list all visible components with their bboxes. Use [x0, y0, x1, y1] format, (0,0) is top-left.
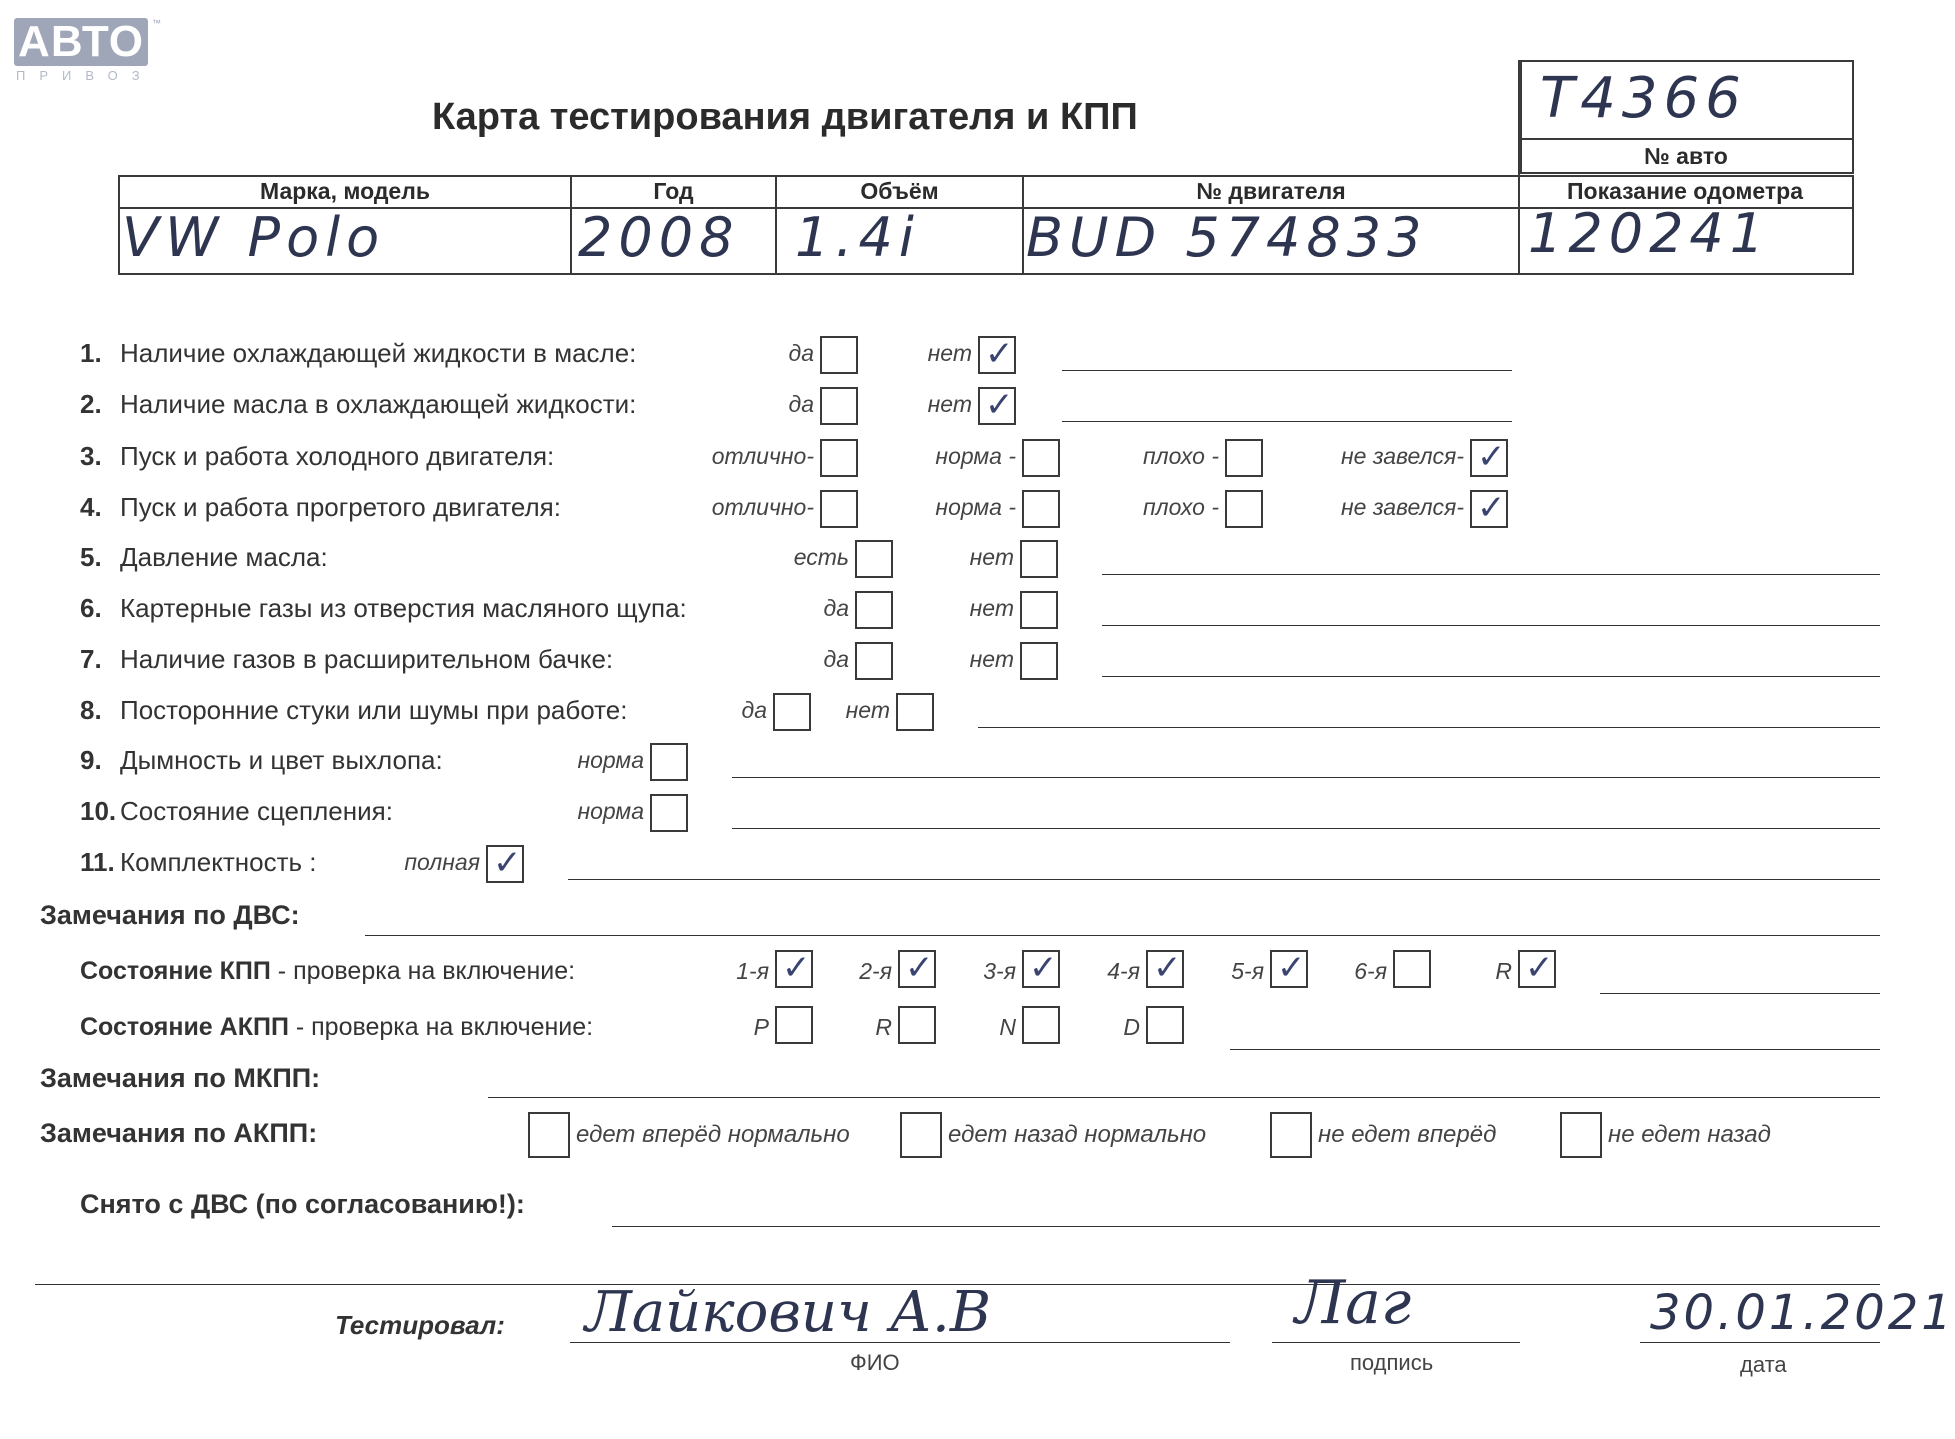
logo	[14, 18, 164, 84]
row-text: Состояние сцепления:	[120, 796, 393, 826]
checklist-row-label	[80, 593, 687, 624]
mode-checkbox[interactable]	[775, 1006, 813, 1044]
row-text: Посторонние стуки или шумы при работе:	[120, 695, 628, 725]
notes-line[interactable]	[1102, 676, 1880, 677]
tester-name-value: Лайкович А.В	[585, 1280, 991, 1345]
notes-line[interactable]	[1062, 421, 1512, 422]
option-label: не завелся-	[1340, 443, 1464, 469]
notes-line[interactable]	[1102, 574, 1880, 575]
option-checkbox[interactable]	[1020, 591, 1058, 629]
option-label: нет	[969, 595, 1014, 621]
option-label: да	[823, 595, 849, 621]
row-number: 3.	[80, 441, 102, 471]
row-text: Пуск и работа холодного двигателя:	[120, 441, 555, 471]
option-checkbox[interactable]	[855, 591, 893, 629]
date-caption: дата	[1740, 1352, 1787, 1377]
remarks-manual-line[interactable]	[488, 1097, 1880, 1098]
option-checkbox[interactable]	[1022, 490, 1060, 528]
row-text: Наличие охлаждающей жидкости в масле:	[120, 338, 637, 368]
option-label: норма	[577, 798, 644, 824]
row-number: 2.	[80, 389, 102, 419]
logo-tm: ™	[152, 18, 161, 28]
option-checkbox[interactable]	[773, 693, 811, 731]
auto-remark-checkbox[interactable]	[1560, 1112, 1602, 1158]
gear-label: 3-я	[983, 958, 1016, 984]
option-label: норма	[577, 747, 644, 773]
option-label: плохо -	[1143, 443, 1219, 469]
option-label: отлично-	[711, 443, 814, 469]
gear-checkbox[interactable]	[898, 950, 936, 988]
option-checkbox[interactable]	[486, 845, 524, 883]
option-label: плохо -	[1143, 494, 1219, 520]
odometer-value: 120241	[1528, 202, 1771, 265]
mode-checkbox[interactable]	[1146, 1006, 1184, 1044]
signature-line[interactable]	[1272, 1342, 1520, 1343]
row-text: Наличие газов в расширительном бачке:	[120, 644, 614, 674]
gear-label: 4-я	[1107, 958, 1140, 984]
check-mark-icon: ✓	[1477, 488, 1506, 528]
gear-checkbox[interactable]	[775, 950, 813, 988]
notes-line[interactable]	[1062, 370, 1512, 371]
checklist-row-label	[80, 745, 443, 776]
option-checkbox[interactable]	[978, 336, 1016, 374]
date-line[interactable]	[1640, 1342, 1880, 1343]
option-checkbox[interactable]	[1225, 439, 1263, 477]
name-line[interactable]	[570, 1342, 1230, 1343]
auto-remark-label: не едет назад	[1608, 1121, 1771, 1148]
col-header-volume: Объём	[860, 178, 939, 204]
make-model-value: VW Polo	[122, 206, 386, 269]
mode-label: R	[875, 1014, 892, 1040]
engine-no-value: BUD 574833	[1026, 206, 1428, 269]
gear-label: 1-я	[736, 958, 769, 984]
checklist-row-label	[80, 441, 554, 472]
row-number: 10.	[80, 796, 117, 826]
check-mark-icon: ✓	[1029, 948, 1058, 988]
option-label: полная	[404, 849, 480, 875]
gear-label: 5-я	[1231, 958, 1264, 984]
auto-remark-checkbox[interactable]	[900, 1112, 942, 1158]
notes-line[interactable]	[1102, 625, 1880, 626]
row-text: Картерные газы из отверстия масляного щупа:	[120, 593, 687, 623]
check-mark-icon: ✓	[1277, 948, 1306, 988]
option-label: не завелся-	[1340, 494, 1464, 520]
checklist-row-label	[80, 644, 613, 675]
check-mark-icon: ✓	[493, 843, 522, 883]
gear-label: R	[1495, 958, 1512, 984]
option-label: нет	[927, 391, 972, 417]
option-checkbox[interactable]	[820, 490, 858, 528]
check-mark-icon: ✓	[1525, 948, 1554, 988]
checklist-row-label	[80, 338, 636, 369]
auto-gearbox-line[interactable]	[1230, 1049, 1880, 1050]
col-header-make-model: Марка, модель	[260, 178, 430, 204]
check-mark-icon: ✓	[985, 334, 1014, 374]
remarks-manual-label: Замечания по МКПП:	[40, 1063, 321, 1093]
option-checkbox[interactable]	[820, 336, 858, 374]
auto-remark-checkbox[interactable]	[528, 1112, 570, 1158]
auto-gearbox-label	[80, 1013, 593, 1042]
car-number-value: T4366	[1540, 66, 1747, 131]
check-mark-icon: ✓	[782, 948, 811, 988]
row-number: 11.	[80, 847, 115, 877]
option-checkbox[interactable]	[820, 439, 858, 477]
check-mark-icon: ✓	[1153, 948, 1182, 988]
logo-text: АВТО	[14, 18, 148, 66]
notes-line[interactable]	[978, 727, 1880, 728]
notes-line[interactable]	[568, 879, 1880, 880]
row-text: Дымность и цвет выхлопа:	[120, 745, 443, 775]
row-text: Пуск и работа прогретого двигателя:	[120, 492, 561, 522]
year-value: 2008	[578, 206, 740, 269]
col-header-year: Год	[653, 178, 694, 204]
check-mark-icon: ✓	[1477, 437, 1506, 477]
option-label: норма -	[935, 443, 1016, 469]
mode-checkbox[interactable]	[898, 1006, 936, 1044]
row-number: 6.	[80, 593, 102, 623]
remarks-engine-label: Замечания по ДВС:	[40, 900, 300, 930]
manual-gearbox-line[interactable]	[1600, 993, 1880, 994]
checklist-row-label	[80, 847, 317, 878]
option-checkbox[interactable]	[855, 540, 893, 578]
option-checkbox[interactable]	[820, 387, 858, 425]
auto-gearbox-label-bold: Состояние АКПП	[80, 1013, 289, 1041]
option-label: да	[788, 340, 814, 366]
row-number: 9.	[80, 745, 102, 775]
auto-remark-label: не едет вперёд	[1318, 1121, 1497, 1148]
auto-remark-label: едет вперёд нормально	[576, 1121, 850, 1148]
option-checkbox[interactable]	[1225, 490, 1263, 528]
page-title: Карта тестирования двигателя и КПП	[432, 96, 1138, 138]
option-label: да	[823, 646, 849, 672]
row-text: Давление масла:	[120, 542, 328, 572]
removed-label	[80, 1189, 525, 1220]
divider	[1520, 138, 1852, 140]
row-number: 4.	[80, 492, 102, 522]
volume-value: 1.4i	[795, 206, 920, 269]
car-number-label: № авто	[1644, 143, 1728, 169]
mode-label: N	[999, 1014, 1016, 1040]
option-label: норма -	[935, 494, 1016, 520]
signature-caption: подпись	[1350, 1350, 1434, 1375]
option-label: нет	[927, 340, 972, 366]
auto-remark-label: едет назад нормально	[948, 1121, 1207, 1148]
row-number: 8.	[80, 695, 102, 725]
gear-label: 2-я	[859, 958, 892, 984]
mode-checkbox[interactable]	[1022, 1006, 1060, 1044]
col-header-odometer: Показание одометра	[1567, 178, 1803, 204]
mode-label: P	[753, 1014, 769, 1040]
date-value: 30.01.2021	[1650, 1285, 1955, 1341]
col-divider	[1518, 60, 1520, 273]
col-header-engine-no: № двигателя	[1196, 178, 1346, 204]
mode-label: D	[1123, 1014, 1140, 1040]
gear-checkbox[interactable]	[1518, 950, 1556, 988]
checklist-row-label	[80, 542, 328, 573]
option-label: нет	[969, 544, 1014, 570]
row-text: Наличие масла в охлаждающей жидкости:	[120, 389, 637, 419]
manual-gearbox-label	[80, 957, 575, 986]
option-checkbox[interactable]	[1022, 439, 1060, 477]
gear-checkbox[interactable]	[1022, 950, 1060, 988]
checklist-row-label	[80, 695, 627, 726]
option-label: да	[741, 697, 767, 723]
gear-checkbox[interactable]	[1270, 950, 1308, 988]
gear-label: 6-я	[1354, 958, 1387, 984]
remarks-engine-line[interactable]	[365, 935, 1880, 936]
checklist-row-label	[80, 492, 561, 523]
option-label: нет	[845, 697, 890, 723]
option-checkbox[interactable]	[650, 743, 688, 781]
row-number: 5.	[80, 542, 102, 572]
row-number: 7.	[80, 644, 102, 674]
gear-checkbox[interactable]	[1393, 950, 1431, 988]
option-checkbox[interactable]	[978, 387, 1016, 425]
option-label: нет	[969, 646, 1014, 672]
removed-line[interactable]	[612, 1226, 1880, 1227]
option-checkbox[interactable]	[1470, 439, 1508, 477]
option-checkbox[interactable]	[1020, 642, 1058, 680]
checklist-row-label	[80, 389, 636, 420]
notes-line[interactable]	[732, 777, 1880, 778]
auto-gearbox-label-rest: - проверка на включение:	[288, 1013, 594, 1041]
row-text: Комплектность :	[120, 847, 317, 877]
option-label: отлично-	[711, 494, 814, 520]
option-checkbox[interactable]	[1470, 490, 1508, 528]
manual-gearbox-label-bold: Состояние КПП	[80, 957, 271, 985]
option-label: есть	[793, 544, 849, 570]
tested-by-label: Тестировал:	[335, 1310, 505, 1340]
remarks-auto-label: Замечания по АКПП:	[40, 1118, 318, 1148]
option-checkbox[interactable]	[1020, 540, 1058, 578]
gear-checkbox[interactable]	[1146, 950, 1184, 988]
option-checkbox[interactable]	[855, 642, 893, 680]
auto-remark-checkbox[interactable]	[1270, 1112, 1312, 1158]
option-checkbox[interactable]	[650, 794, 688, 832]
row-number: 1.	[80, 338, 102, 368]
name-caption: ФИО	[850, 1350, 900, 1375]
option-checkbox[interactable]	[896, 693, 934, 731]
manual-gearbox-label-rest: - проверка на включение:	[270, 957, 576, 985]
removed-label-text: Снято с ДВС (по согласованию!):	[80, 1189, 525, 1219]
option-label: да	[788, 391, 814, 417]
check-mark-icon: ✓	[985, 385, 1014, 425]
signature-value: Лаг	[1295, 1268, 1412, 1338]
notes-line[interactable]	[732, 828, 1880, 829]
logo-subtitle: ПРИВОЗ	[16, 68, 154, 83]
check-mark-icon: ✓	[905, 948, 934, 988]
checklist-row-label	[80, 796, 393, 827]
